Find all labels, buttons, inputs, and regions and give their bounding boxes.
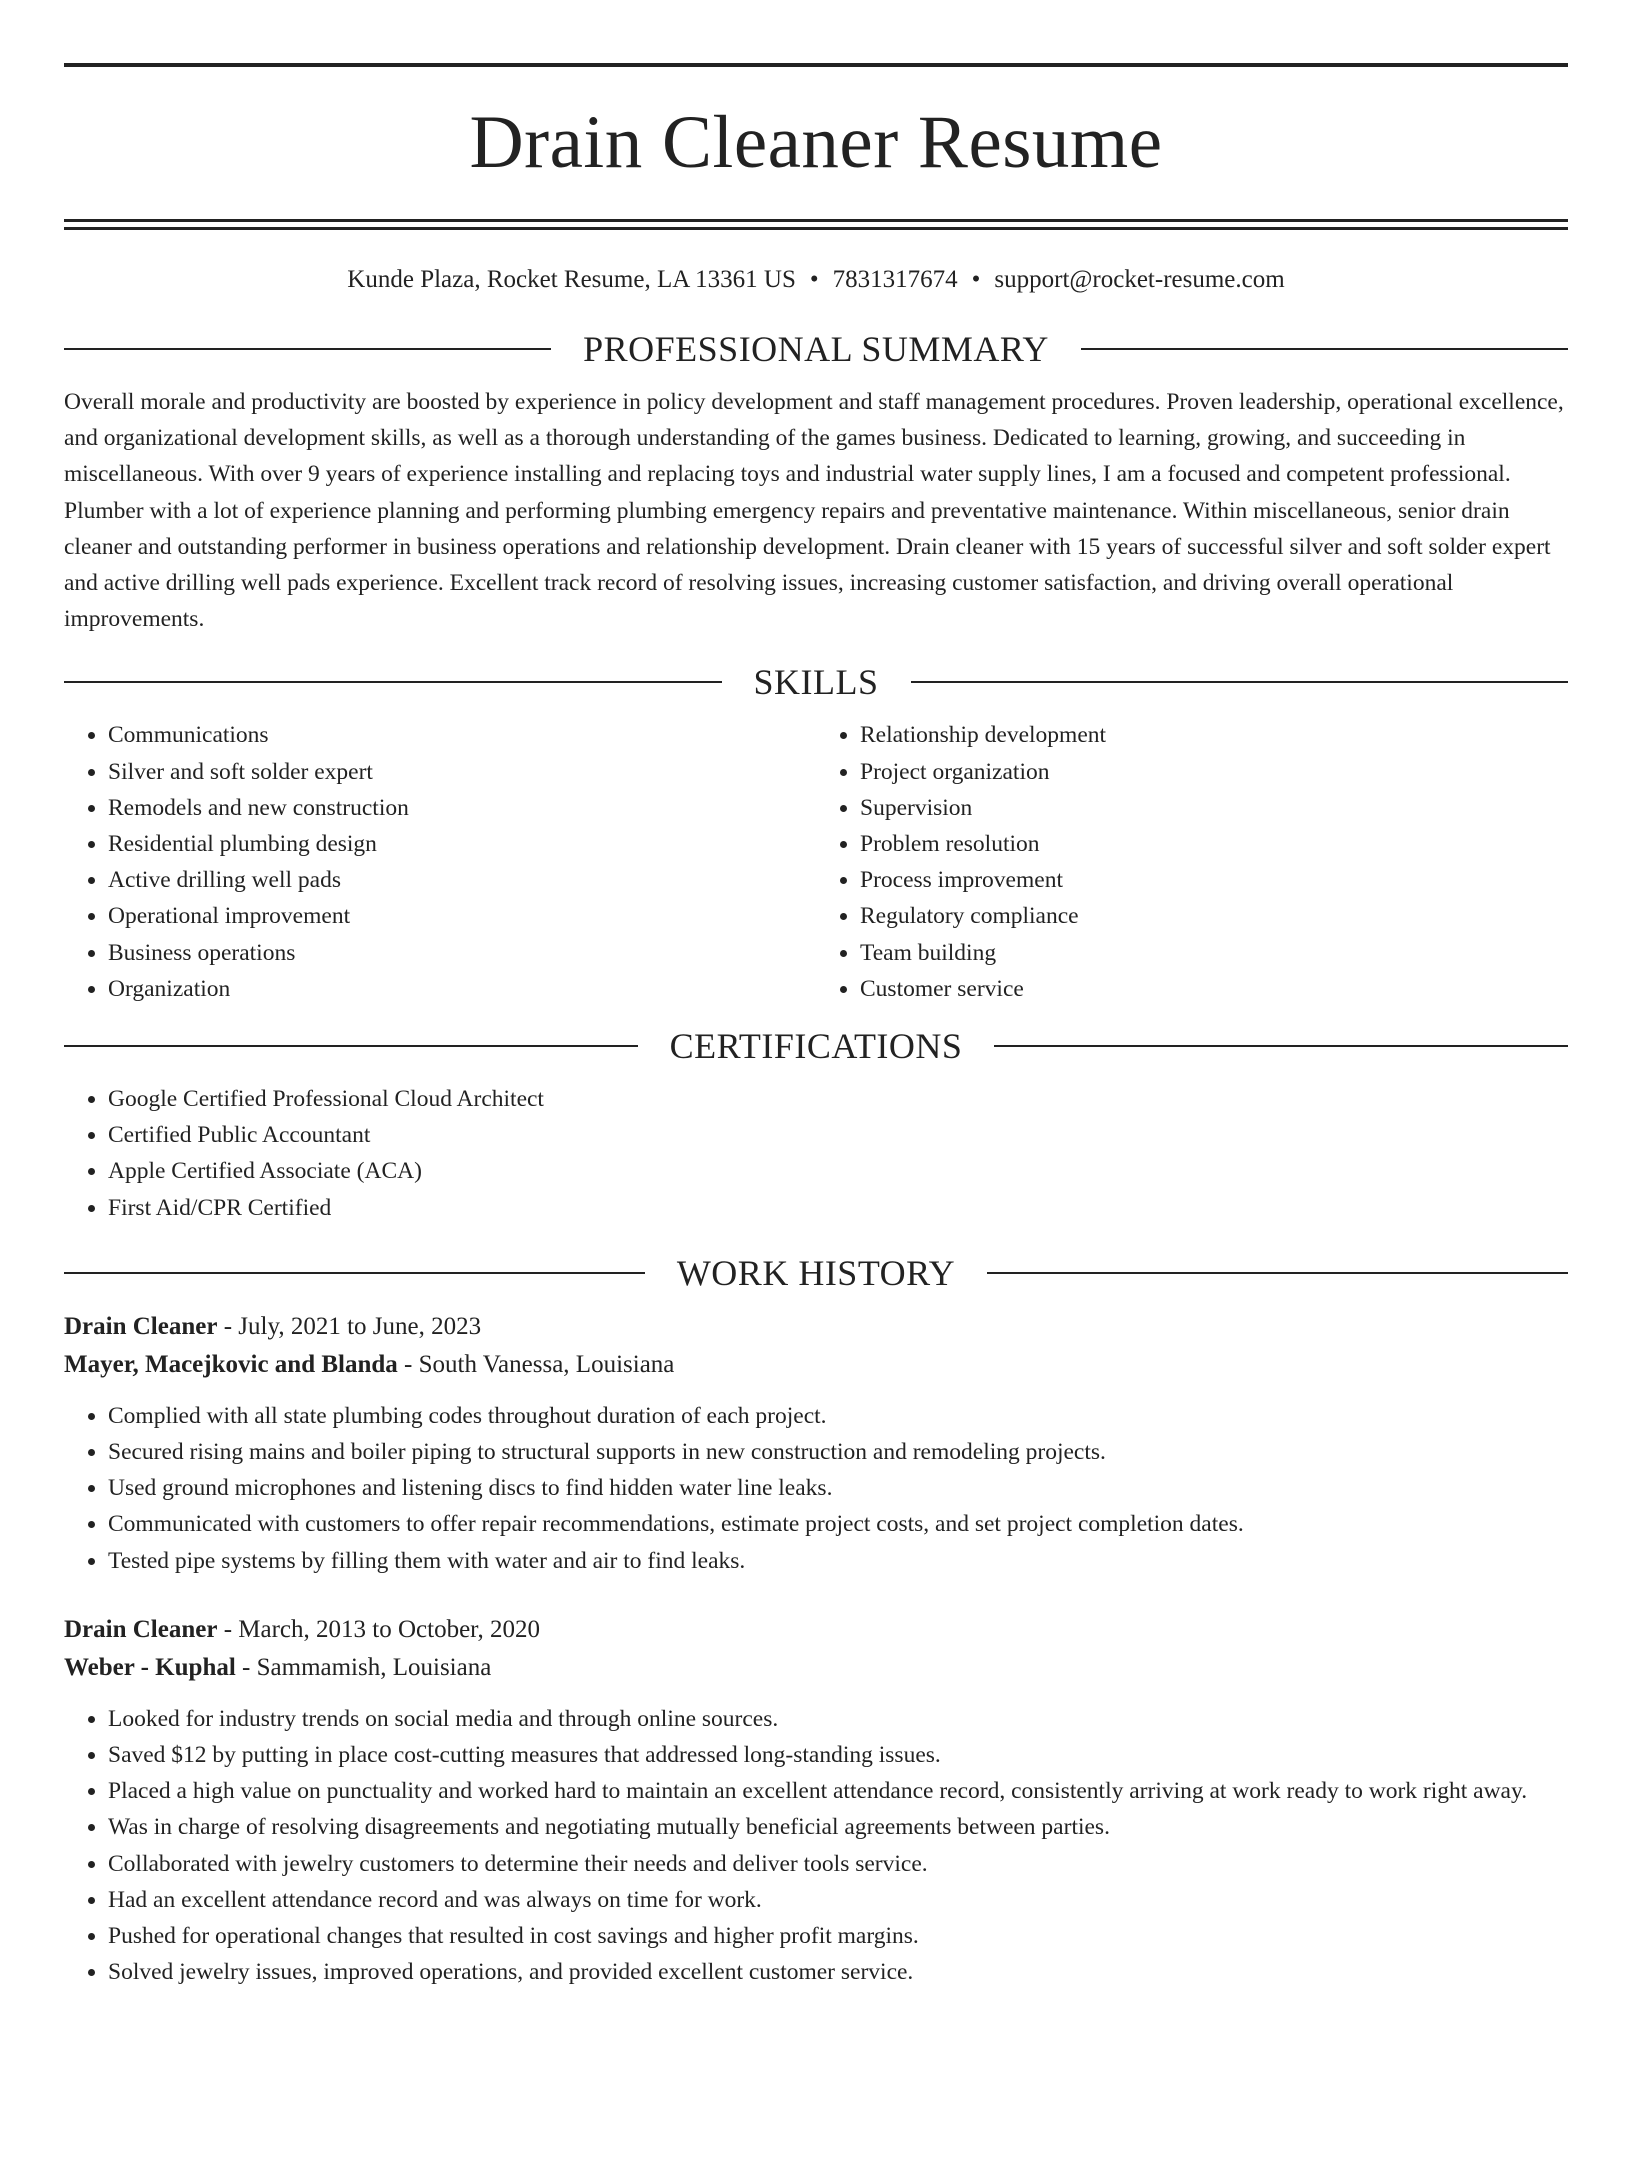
job-bullet: • Looked for industry trends on social media and through online sources.: [108, 1701, 1568, 1737]
skill-item: • Relationship development: [860, 717, 1568, 753]
certification-item: • Apple Certified Associate (ACA): [108, 1153, 1568, 1189]
job-bullet: • Was in charge of resolving disagreements and negotiating mutually beneficial agreements between parties.: [108, 1809, 1568, 1845]
skills-columns: [64, 717, 1568, 1007]
resume-title: Drain Cleaner Resume: [469, 101, 1163, 184]
skill-item: • Project organization: [860, 754, 1568, 790]
contact-email: support@rocket-resume.com: [994, 266, 1285, 293]
skill-item: • Silver and soft solder expert: [108, 754, 816, 790]
certification-item: • Certified Public Accountant: [108, 1117, 1568, 1153]
top-rule: [64, 63, 1568, 67]
section-heading-work-history: [64, 1250, 1568, 1296]
job-title: Drain Cleaner: [64, 1312, 218, 1340]
job-entry: [64, 1611, 1568, 1991]
job-location: - Sammamish, Louisiana: [235, 1653, 492, 1681]
job-entry: [64, 1308, 1568, 1579]
section-title: WORK HISTORY: [676, 1252, 956, 1293]
summary-text: Overall morale and productivity are boosted by experience in policy development and staff management procedures. Proven leadership, operational excellence, and organizational development skills, as well as a thorough understanding of the games business. Dedicated to learning, growing, and succeeding in miscellaneous. With over 9 years of experience installing and replacing toys and industrial water supply lines, I am a focused and competent professional. Plumber with a lot of experience planning and performing plumbing emergency repairs and preventative maintenance. Within miscellaneous, senior drain cleaner and outstanding performer in business operations and relationship development. Drain cleaner with 15 years of successful silver and soft solder expert and active drilling well pads experience. Excellent track record of resolving issues, increasing customer satisfaction, and driving overall operational improvements.: [64, 389, 1564, 633]
certification-item: • Google Certified Professional Cloud Architect: [108, 1081, 1568, 1117]
heading-rule-left: [64, 348, 551, 350]
contact-address: Kunde Plaza, Rocket Resume, LA 13361 US: [347, 266, 796, 293]
section-heading-skills: [64, 659, 1568, 705]
resume-page: [0, 63, 1632, 2175]
heading-rule-right: [911, 681, 1569, 683]
job-bullet: • Solved jewelry issues, improved operations, and provided excellent customer service.: [108, 1954, 1568, 1990]
job-company-line: [64, 1346, 1568, 1384]
job-bullet: • Saved $12 by putting in place cost-cutting measures that addressed long-standing issues.: [108, 1737, 1568, 1773]
skill-item: • Regulatory compliance: [860, 898, 1568, 934]
skill-item: • Business operations: [108, 935, 816, 971]
job-title: Drain Cleaner: [64, 1615, 218, 1643]
job-title-line: [64, 1611, 1568, 1649]
job-bullets: [64, 1701, 1568, 1991]
heading-rule-right: [987, 1272, 1568, 1274]
job-bullet: • Had an excellent attendance record and was always on time for work.: [108, 1882, 1568, 1918]
skill-item: • Operational improvement: [108, 898, 816, 934]
job-bullets: [64, 1398, 1568, 1579]
contact-separator: •: [971, 266, 981, 293]
skill-item: • Supervision: [860, 790, 1568, 826]
title-double-rule: [64, 219, 1568, 230]
job-bullet: • Complied with all state plumbing codes throughout duration of each project.: [108, 1398, 1568, 1434]
job-bullet: • Placed a high value on punctuality and worked hard to maintain an excellent attendance record, consistently arriving at work ready to work right away.: [108, 1773, 1568, 1809]
skill-item: • Organization: [108, 971, 816, 1007]
skill-item: • Process improvement: [860, 862, 1568, 898]
skill-item: • Remodels and new construction: [108, 790, 816, 826]
skill-item: • Residential plumbing design: [108, 826, 816, 862]
skills-list-left: [64, 717, 816, 1007]
contact-separator: •: [809, 266, 819, 293]
job-company: Weber - Kuphal: [64, 1653, 236, 1681]
heading-rule-right: [994, 1045, 1568, 1047]
job-dates: - March, 2013 to October, 2020: [217, 1615, 540, 1643]
section-title: SKILLS: [753, 662, 879, 703]
section-heading-certifications: [64, 1023, 1568, 1069]
job-location: - South Vanessa, Louisiana: [397, 1350, 675, 1378]
certification-item: • First Aid/CPR Certified: [108, 1190, 1568, 1226]
job-title-line: [64, 1308, 1568, 1346]
job-bullet: • Pushed for operational changes that resulted in cost savings and higher profit margins.: [108, 1918, 1568, 1954]
section-heading-summary: [64, 326, 1568, 372]
skill-item: • Team building: [860, 935, 1568, 971]
skill-item: • Communications: [108, 717, 816, 753]
skill-item: • Customer service: [860, 971, 1568, 1007]
skill-item: • Active drilling well pads: [108, 862, 816, 898]
section-title: CERTIFICATIONS: [669, 1026, 963, 1067]
section-title: PROFESSIONAL SUMMARY: [583, 329, 1049, 369]
skills-list-right: [816, 717, 1568, 1007]
contact-line: [64, 264, 1568, 296]
certifications-list: [64, 1081, 1568, 1226]
heading-rule-left: [64, 1045, 638, 1047]
job-bullet: • Secured rising mains and boiler piping to structural supports in new construction and remodeling projects.: [108, 1434, 1568, 1470]
job-company: Mayer, Macejkovic and Blanda: [64, 1350, 398, 1378]
skill-item: • Problem resolution: [860, 826, 1568, 862]
job-bullet: • Collaborated with jewelry customers to determine their needs and deliver tools service.: [108, 1846, 1568, 1882]
heading-rule-left: [64, 1272, 645, 1274]
job-company-line: [64, 1649, 1568, 1687]
contact-phone: 7831317674: [832, 266, 958, 293]
job-spacer: [64, 1579, 1568, 1603]
job-dates: - July, 2021 to June, 2023: [217, 1312, 482, 1340]
heading-rule-left: [64, 681, 722, 683]
heading-rule-right: [1081, 348, 1568, 350]
job-bullet: • Tested pipe systems by filling them with water and air to find leaks.: [108, 1543, 1568, 1579]
job-bullet: • Used ground microphones and listening discs to find hidden water line leaks.: [108, 1470, 1568, 1506]
job-bullet: • Communicated with customers to offer repair recommendations, estimate project costs, and set project completion dates.: [108, 1506, 1568, 1542]
